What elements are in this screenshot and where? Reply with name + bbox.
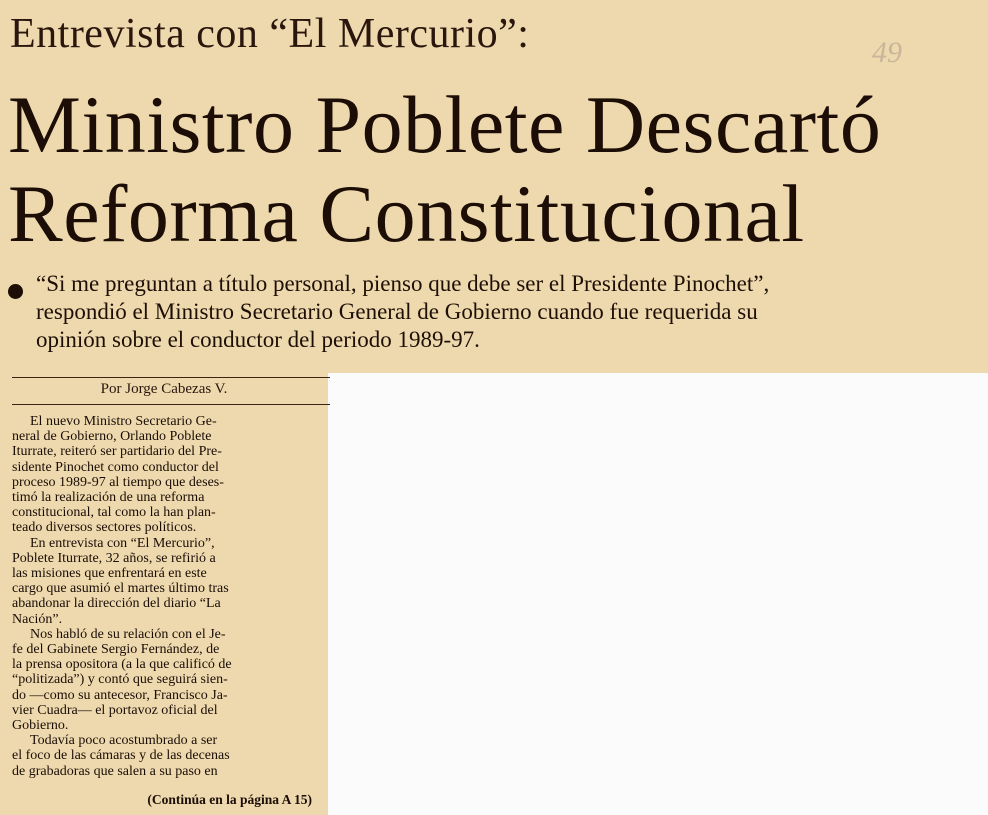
continuation-note: (Continúa en la página A 15) <box>147 792 312 807</box>
body-line: la prensa opositora (a la que calificó de <box>12 657 232 673</box>
body-line: do —como su antecesor, Francisco Ja- <box>12 687 228 703</box>
byline: Por Jorge Cabezas V. <box>100 381 228 397</box>
body-line: Nación”. <box>12 611 63 627</box>
article-body <box>12 414 312 779</box>
body-line: “politizada”) y contó que seguirá sien- <box>12 672 228 688</box>
byline-rule-top <box>12 377 330 378</box>
headline-line-1: Ministro Poblete Descartó <box>8 79 882 170</box>
body-line: El nuevo Ministro Secretario Ge- <box>30 414 217 429</box>
body-line: fe del Gabinete Sergio Fernández, de <box>12 642 220 658</box>
handwritten-note: 49 <box>872 36 902 69</box>
byline-rule-bottom <box>12 404 330 405</box>
body-line: constitucional, tal como la han plan- <box>12 505 216 521</box>
body-line: teado diversos sectores políticos. <box>12 520 197 536</box>
body-line: Iturrate, reiteró ser partidario del Pre- <box>12 444 222 460</box>
body-line: Todavía poco acostumbrado a ser <box>30 733 218 749</box>
body-line: Gobierno. <box>12 718 69 734</box>
body-line: En entrevista con “El Mercurio”, <box>30 535 215 551</box>
headline-line-2: Reforma Constitucional <box>8 168 805 259</box>
bullet-icon <box>8 284 23 299</box>
body-line: timó la realización de una reforma <box>12 490 205 506</box>
body-line: proceso 1989-97 al tiempo que deses- <box>12 474 224 490</box>
summary-line: opinión sobre el conductor del periodo 1989-97. <box>36 327 480 352</box>
summary-line: respondió el Ministro Secretario General de Gobierno cuando fue requerida su <box>36 299 758 324</box>
body-line: abandonar la dirección del diario “La <box>12 596 221 612</box>
body-line: de grabadoras que salen a su paso en <box>12 763 218 779</box>
body-line: vier Cuadra— el portavoz oficial del <box>12 702 218 718</box>
summary <box>36 270 976 354</box>
summary-line: “Si me preguntan a título personal, pienso que debe ser el Presidente Pinochet”, <box>36 271 770 296</box>
body-line: Nos habló de su relación con el Je- <box>30 626 226 642</box>
body-line: cargo que asumió el martes último tras <box>12 581 229 597</box>
body-line: neral de Gobierno, Orlando Poblete <box>12 429 212 445</box>
body-line: las misiones que enfrentará en este <box>12 566 207 582</box>
kicker: Entrevista con “El Mercurio”: <box>10 11 530 57</box>
body-line: Poblete Iturrate, 32 años, se refirió a <box>12 550 216 566</box>
body-line: sidente Pinochet como conductor del <box>12 459 219 475</box>
body-line: el foco de las cámaras y de las decenas <box>12 748 230 764</box>
